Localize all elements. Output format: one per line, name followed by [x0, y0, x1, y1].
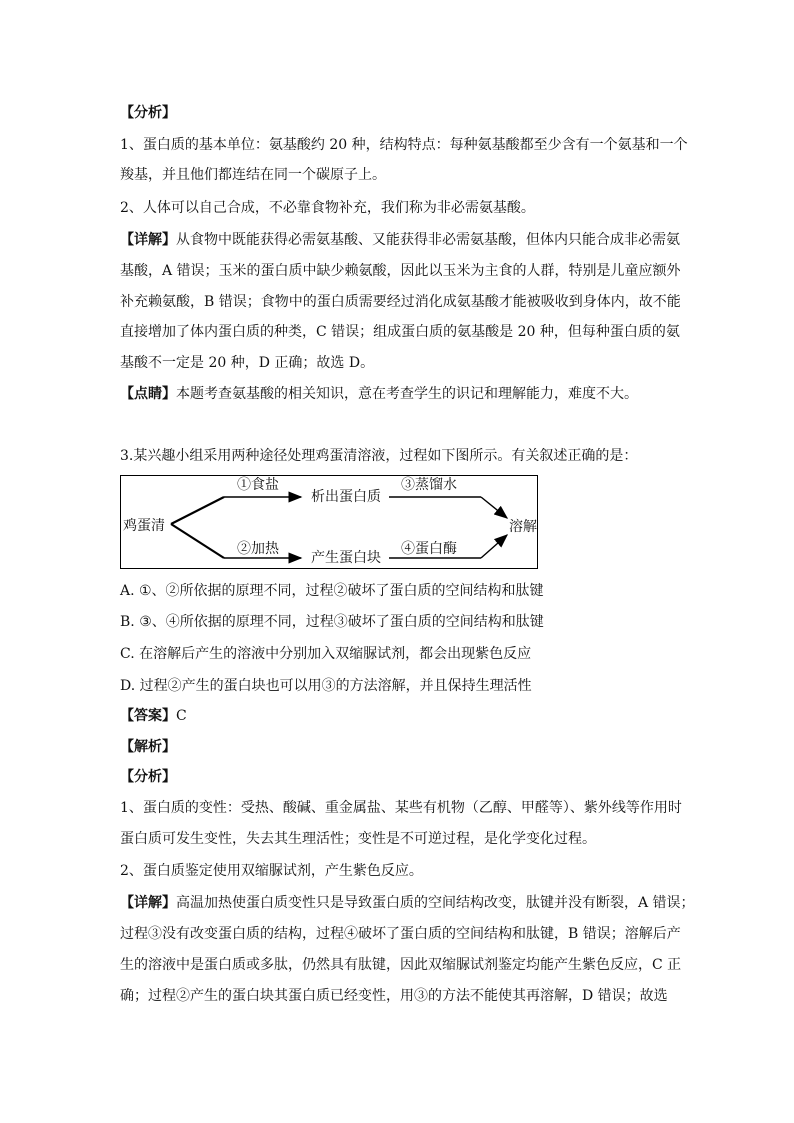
detail-paragraph-line-2: 基酸，A 错误；玉米的蛋白质中缺少赖氨酸，因此以玉米为主食的人群，特别是儿童应额外: [120, 263, 681, 279]
step-water-label: ③蒸馏水: [401, 477, 457, 493]
step-salt-label: ①食盐: [237, 477, 279, 493]
answer-label: 【答案】: [120, 708, 176, 724]
detail-paragraph-line-1: [120, 230, 680, 250]
q3-detail-line-1: [120, 893, 695, 913]
result-clot-label: 产生蛋白块: [311, 550, 381, 566]
branch-down-line: [171, 524, 224, 558]
q3-detail-line-2: 过程③没有改变蛋白质的结构，过程④破坏了蛋白质的空间结构和肽键，B 错误；溶解后产: [120, 926, 681, 942]
branch-up-line: [171, 497, 224, 524]
step-heat-label: ②加热: [237, 541, 279, 557]
analysis-point-2: 2、人体可以自己合成，不必靠食物补充，我们称为非必需氨基酸。: [120, 200, 535, 216]
option-c: C. 在溶解后产生的溶液中分别加入双缩脲试剂，都会出现紫色反应: [120, 646, 532, 662]
answer-line: [120, 706, 680, 726]
q3-detail-line-4: 确；过程②产生的蛋白块其蛋白质已经变性，用③的方法不能使其再溶解，D 错误；故选: [120, 988, 668, 1004]
arrow-water: [481, 497, 507, 518]
comment-text: 本题考查氨基酸的相关知识，意在考查学生的识记和理解能力，难度不大。: [176, 386, 638, 402]
q3-detail-text: 高温加热使蛋白质变性只是导致蛋白质的空间结构改变，肽键并没有断裂，A 错误；: [176, 895, 695, 911]
analysis-point-1-line-2: 羧基，并且他们都连结在同一个碳原子上。: [120, 167, 386, 183]
q3-analysis-1-line-1: 1、蛋白质的变性：受热、酸碱、重金属盐、某些有机物（乙醇、甲醛等）、紫外线等作用时: [120, 800, 682, 816]
option-d: D. 过程②产生的蛋白块也可以用③的方法溶解，并且保持生理活性: [120, 678, 532, 694]
q3-analysis-2: 2、蛋白质鉴定使用双缩脲试剂，产生紫色反应。: [120, 863, 423, 879]
arrow-enzyme: [481, 535, 507, 558]
step-enzyme-label: ④蛋白酶: [401, 541, 457, 557]
q3-analysis-1-line-2: 蛋白质可发生变性，失去其生理活性；变性是不可逆过程，是化学变化过程。: [120, 831, 596, 847]
q3-detail-line-3: 生的溶液中是蛋白质或多肽，仍然具有肽键，因此双缩脲试剂鉴定均能产生紫色反应，C 正: [120, 957, 682, 973]
start-egg-white-label: 鸡蛋清: [123, 518, 165, 534]
analysis-heading: 【分析】: [120, 105, 176, 121]
detail-paragraph-line-4: 直接增加了体内蛋白质的种类，C 错误；组成蛋白质的氨基酸是 20 种，但每种蛋白质的氨: [120, 324, 680, 340]
detail-text: 从食物中既能获得必需氨基酸、又能获得非必需氨基酸，但体内只能合成非必需氨: [176, 232, 680, 248]
q3-detail-label: 【详解】: [120, 895, 176, 911]
process-diagram: [120, 475, 538, 569]
option-b: B. ③、④所依据的原理不同，过程③破坏了蛋白质的空间结构和肽键: [120, 614, 544, 630]
q3-analysis-heading: 【分析】: [120, 769, 176, 785]
end-dissolve-label: 溶解: [509, 519, 537, 535]
answer-value: C: [176, 708, 187, 724]
option-a: A. ①、②所依据的原理不同，过程②破坏了蛋白质的空间结构和肽键: [120, 583, 544, 599]
question-3-stem: 3.某兴趣小组采用两种途径处理鸡蛋清溶液，过程如下图所示。有关叙述正确的是：: [120, 448, 638, 464]
detail-paragraph-line-5: 基酸不一定是 20 种，D 正确；故选 D。: [120, 355, 375, 371]
analysis-point-1-line-1: 1、蛋白质的基本单位：氨基酸约 20 种，结构特点：每种氨基酸都至少含有一个氨基和一个: [120, 137, 688, 153]
explanation-heading: 【解析】: [120, 739, 176, 755]
detail-label: 【详解】: [120, 232, 176, 248]
result-precipitate-label: 析出蛋白质: [311, 489, 381, 505]
detail-paragraph-line-3: 补充赖氨酸，B 错误；食物中的蛋白质需要经过消化成氨基酸才能被吸收到身体内，故不能: [120, 294, 681, 310]
comment-label: 【点睛】: [120, 386, 176, 402]
comment-paragraph: [120, 384, 680, 404]
